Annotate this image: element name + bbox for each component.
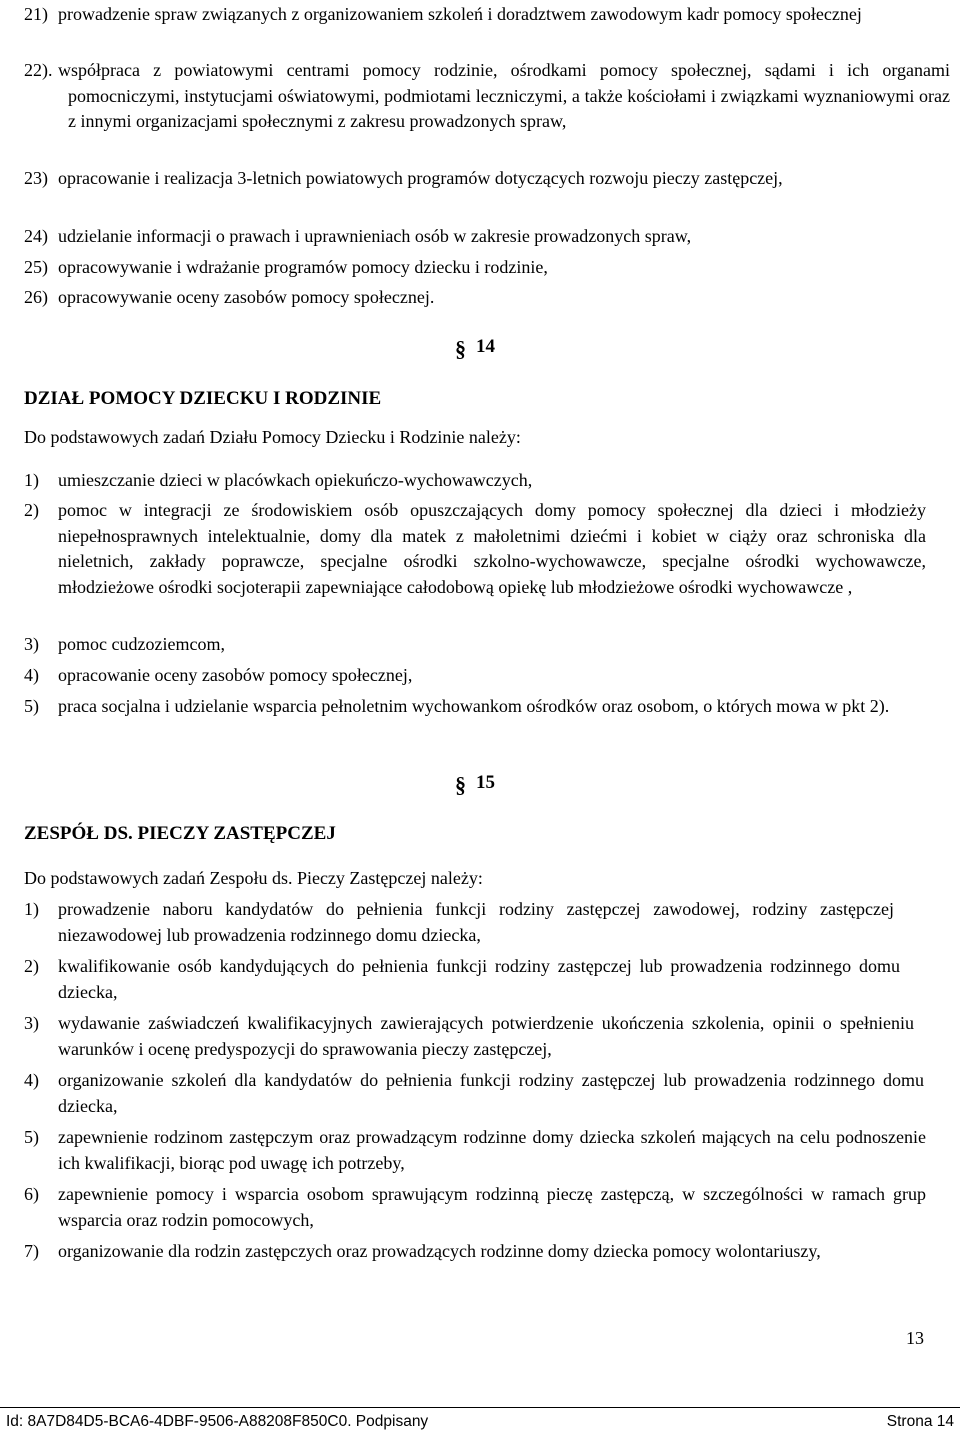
page-number: 13 [906,1328,924,1348]
section-number: 14 [476,336,495,357]
list-item-text: organizowanie szkoleń dla kandydatów do pełnienia funkcji rodziny zastępczej lub prowadzenia rodzinnego domu dziecka, [58,1070,924,1116]
list-item-number: 3) [24,634,39,654]
list-item-number: 5) [24,696,39,716]
list-item-text: pomoc cudzoziemcom, [58,634,225,654]
section-mark-15 [455,772,495,798]
list-item [24,1182,926,1233]
list-item-text: organizowanie dla rodzin zastępczych oraz prowadzących rodzinne domy dziecka pomocy wolontariuszy, [58,1241,821,1261]
section-intro: Do podstawowych zadań Zespołu ds. Pieczy Zastępczej należy: [24,868,483,888]
list-item-text: opracowanie i realizacja 3-letnich powiatowych programów dotyczących rozwoju pieczy zastępczej, [58,168,783,188]
list-item [24,632,924,658]
list-item-number: 25) [24,257,48,277]
list-item [24,663,924,689]
list-item-number: 4) [24,1070,39,1090]
list-item-text: umieszczanie dzieci w placówkach opiekuńczo-wychowawczych, [58,470,533,490]
section-mark-14 [455,336,495,362]
footer-divider [0,1407,960,1408]
list-item-number: 7) [24,1241,39,1261]
list-item-text: prowadzenie naboru kandydatów do pełnienia funkcji rodziny zastępczej zawodowej, rodziny zastępczej niezawodowej lub prowadzenia rodzinnego domu dziecka, [58,899,894,945]
list-item [24,1125,926,1176]
list-item-number: 6) [24,1184,39,1204]
list-item [24,1011,914,1062]
list-item-number: 22). [24,60,53,80]
list-item [24,954,900,1005]
list-item-number: 23) [24,168,48,188]
list-item-text: pomoc w integracji ze środowiskiem osób opuszczających domy pomocy społecznej dla dzieci i młodzieży niepełnosprawnych intelektualnie, domy dla matek z małoletnimi dziećmi i kobiet w ciąży oraz schroniska dla nieletnich, zakłady poprawcze, specjalne ośrodki szkolno-wychowawcze, specjalne ośrodki wychowawcze, młodzieżowe ośrodki socjoterapii zapewniające całodobową opiekę lub młodzieżowe ośrodki wychowawcze , [58,500,926,597]
list-item-number: 26) [24,287,48,307]
list-item-text: praca socjalna i udzielanie wsparcia pełnoletnim wychowankom ośrodków oraz osobom, o których mowa w pkt 2). [58,696,890,716]
section-intro: Do podstawowych zadań Działu Pomocy Dziecku i Rodzinie należy: [24,427,521,447]
list-item-text: współpraca z powiatowymi centrami pomocy rodzinie, ośrodkami pomocy społecznej, sądami i ich organami pomocniczymi, instytucjami oświatowymi, podmiotami leczniczymi, a także kościołami i związkami wyznaniowymi oraz z innymi organizacjami społecznymi z zakresu prowadzonych spraw, [58,60,950,131]
list-item-text: zapewnienie rodzinom zastępczym oraz prowadzącym rodzinne domy dziecka szkoleń mających na celu podnoszenie ich kwalifikacji, biorąc pod uwagę ich potrzeby, [58,1127,926,1173]
list-item-text: opracowywanie i wdrażanie programów pomocy dziecku i rodzinie, [58,257,548,277]
list-item-text: kwalifikowanie osób kandydujących do pełnienia funkcji rodziny zastępczej lub prowadzenia rodzinnego domu dziecka, [58,956,900,1002]
list-item-text: opracowanie oceny zasobów pomocy społecznej, [58,665,413,685]
footer-page-label: Strona 14 [886,1413,954,1430]
list-item-number: 5) [24,1127,39,1147]
list-item-number: 1) [24,470,39,490]
list-item [24,1239,926,1265]
list-item [24,897,894,948]
list-item [24,694,926,720]
footer-document-id: Id: 8A7D84D5-BCA6-4DBF-9506-A88208F850C0. Podpisany [6,1413,429,1430]
section-heading: ZESPÓŁ DS. PIECZY ZASTĘPCZEJ [24,823,336,844]
list-item-text: udzielanie informacji o prawach i uprawnieniach osób w zakresie prowadzonych spraw, [58,226,692,246]
section-heading: DZIAŁ POMOCY DZIECKU I RODZINIE [24,388,382,409]
list-item [24,166,926,192]
list-item-number: 2) [24,500,39,520]
section-number: 15 [476,772,495,793]
list-item-text: wydawanie zaświadczeń kwalifikacyjnych zawierających potwierdzenie ukończenia szkolenia, opinii o spełnieniu warunków i ocenę predyspozycji do sprawowania pieczy zastępczej, [58,1013,914,1059]
list-item-text: zapewnienie pomocy i wsparcia osobom sprawującym rodzinną pieczę zastępczą, w szczególności w ramach grup wsparcia oraz rodzin pomocowych, [58,1184,926,1230]
list-item-number: 1) [24,899,39,919]
list-item-text: prowadzenie spraw związanych z organizowaniem szkoleń i doradztwem zawodowym kadr pomocy społecznej [58,4,862,24]
list-item [24,2,934,28]
section-symbol: § [455,772,466,797]
list-item [24,255,924,281]
list-item [24,285,924,311]
list-item-number: 3) [24,1013,39,1033]
list-item [24,224,924,250]
list-item-number: 4) [24,665,39,685]
list-item [24,468,924,494]
list-item-number: 2) [24,956,39,976]
list-item-text: opracowywanie oceny zasobów pomocy społecznej. [58,287,435,307]
list-item-number: 21) [24,4,48,24]
section-symbol: § [455,336,466,361]
list-item [24,1068,924,1119]
list-item [24,58,950,135]
list-item-number: 24) [24,226,48,246]
list-item [24,498,926,600]
